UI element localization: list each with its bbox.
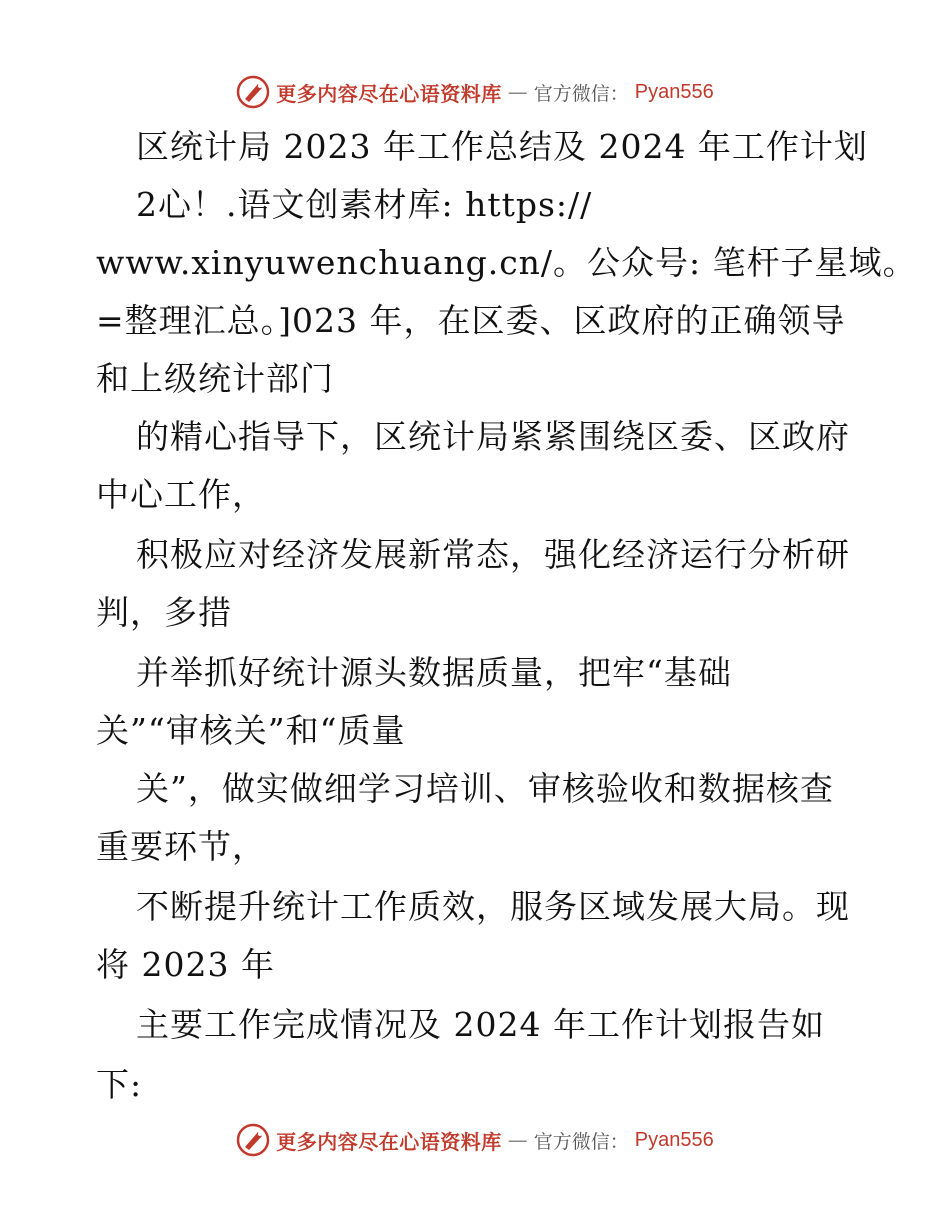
paragraph-line: 不断提升统计工作质效，服务区域发展大局。现: [136, 887, 850, 926]
footer-banner: [0, 1118, 950, 1162]
wechat-id: Pyan556: [634, 80, 714, 103]
paragraph-line: 中心工作，: [96, 475, 266, 514]
paragraph-line: 的精心指导下，区统计局紧紧围绕区委、区政府: [136, 417, 850, 456]
wechat-id: Pyan556: [634, 1128, 714, 1151]
pen-nib-logo-icon: [236, 1123, 270, 1157]
paragraph-line: www.xinyuwenchuang.cn/。公众号: 笔杆子星域。: [96, 243, 917, 282]
paragraph-line: 主要工作完成情况及 2024 年工作计划报告如: [136, 1005, 825, 1044]
pen-nib-logo-icon: [236, 75, 270, 109]
wechat-label: 官方微信：: [533, 82, 629, 105]
paragraph-line: 关”“审核关”和“质量: [96, 711, 406, 750]
paragraph-line: 判，多措: [96, 593, 232, 632]
document-title: 区统计局 2023 年工作总结及 2024 年工作计划: [136, 127, 868, 166]
paragraph-line: 重要环节，: [96, 827, 266, 866]
brand-separator: —: [507, 1128, 528, 1152]
paragraph-line: =整理汇总。]023 年，在区委、区政府的正确领导: [96, 301, 846, 340]
wechat-label: 官方微信：: [533, 1130, 629, 1153]
paragraph-line: 并举抓好统计源头数据质量，把牢“基础: [136, 653, 732, 692]
brand-text: 更多内容尽在心语资料库: [276, 81, 502, 106]
header-banner: [0, 70, 950, 114]
paragraph-line: 积极应对经济发展新常态，强化经济运行分析研: [136, 535, 850, 574]
brand-separator: —: [507, 80, 528, 104]
paragraph-line: 2心！.语文创素材库: https://: [136, 185, 593, 224]
paragraph-line: 和上级统计部门: [96, 359, 334, 398]
paragraph-line: 下:: [96, 1065, 143, 1104]
paragraph-line: 将 2023 年: [96, 945, 275, 984]
brand-text: 更多内容尽在心语资料库: [276, 1129, 502, 1154]
paragraph-line: 关”，做实做细学习培训、审核验收和数据核查: [136, 769, 834, 808]
